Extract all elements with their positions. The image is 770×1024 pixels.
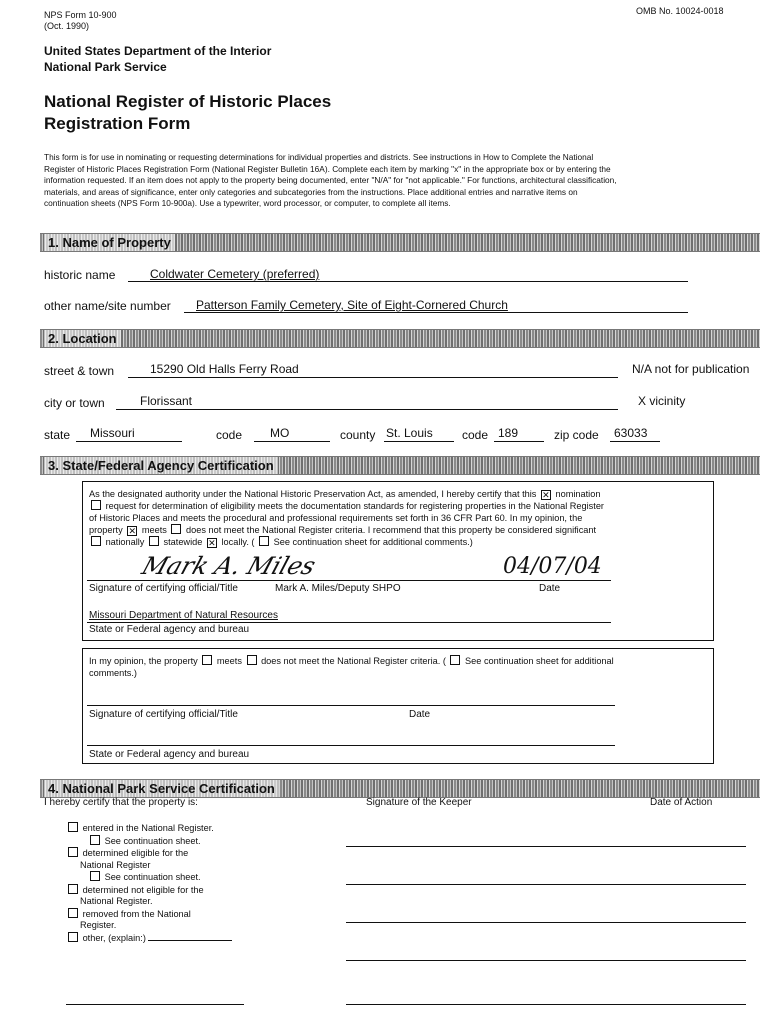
signature-handwritten: Mark A. Miles: [138, 552, 320, 580]
locally-checkbox[interactable]: ✕: [208, 538, 216, 548]
other-name-value[interactable]: Patterson Family Cemetery, Site of Eight-Cornered Church: [196, 298, 508, 312]
signature2-line: [87, 705, 615, 706]
cert-text: of Historic Places and meets the procedural and professional requirements set forth in 36 CFR Part 60. In my opinion, the: [89, 513, 583, 523]
zip-value[interactable]: 63033: [614, 426, 648, 440]
historic-name-line: [128, 281, 688, 282]
statewide-checkbox[interactable]: [149, 536, 159, 546]
section-2-header: [40, 329, 760, 348]
nps-option-text: National Register.: [80, 896, 153, 906]
instructions-line: This form is for use in nominating or requesting determinations for individual properties and districts. See instructions in How to Complete the National: [44, 152, 594, 162]
zip-line: [610, 441, 660, 442]
signature-name: Mark A. Miles/Deputy SHPO: [275, 583, 401, 594]
bottom-line-left: [66, 1004, 244, 1005]
not-for-publication: N/A not for publication: [632, 362, 750, 376]
nationally-checkbox[interactable]: [91, 536, 101, 546]
other-name-label: other name/site number: [44, 299, 171, 313]
see-cont1-checkbox[interactable]: [90, 835, 100, 845]
agency2-line: [87, 745, 615, 746]
code-line: [254, 441, 330, 442]
opinion-meets-checkbox[interactable]: [202, 655, 212, 665]
street-label: street & town: [44, 364, 115, 378]
determined-eligible-checkbox[interactable]: [68, 847, 78, 857]
cert-text: does not meet the National Register criteria. I recommend that this property be considered significant: [186, 525, 597, 535]
service: National Park Service: [44, 60, 167, 74]
cert-text: meets: [141, 525, 167, 535]
zip-label: zip code: [554, 428, 599, 442]
meets-checkbox[interactable]: ✕: [128, 526, 137, 536]
entered-checkbox[interactable]: [68, 822, 78, 832]
city-value[interactable]: Florissant: [140, 394, 193, 408]
section-2-title: 2. Location: [44, 330, 121, 347]
instructions-line: continuation sheets (NPS Form 10-900a). Use a typewriter, word processor, or computer, to complete all items.: [44, 198, 451, 208]
cert-text: nationally: [105, 537, 145, 547]
agency2-label: State or Federal agency and bureau: [89, 749, 250, 760]
title-line2: Registration Form: [44, 114, 191, 133]
section-4-title: 4. National Park Service Certification: [44, 780, 279, 797]
instructions-line: materials, and areas of significance, enter only categories and subcategories from the instructions. Place additional entries and narrative items on: [44, 186, 578, 197]
instructions: [44, 152, 764, 210]
section-1-title: 1. Name of Property: [44, 234, 175, 251]
cert-text: As the designated authority under the National Historic Preservation Act, as amended, I hereby certify that this: [89, 489, 537, 499]
nps-option-text: See continuation sheet.: [104, 872, 201, 882]
county-code-label: code: [462, 428, 489, 442]
removed-checkbox[interactable]: [68, 908, 78, 918]
nps-option-text: determined not eligible for the: [82, 884, 204, 895]
city-label: city or town: [44, 396, 105, 410]
request-checkbox[interactable]: [91, 500, 101, 510]
vicinity: X vicinity: [638, 394, 686, 408]
county-label: county: [340, 428, 376, 442]
street-line: [128, 377, 618, 378]
nps-option-text: National Register: [80, 859, 151, 870]
title-line1: National Register of Historic Places: [44, 92, 332, 111]
other-name-line: [184, 312, 688, 313]
nps-option-text: Register.: [80, 920, 117, 930]
historic-name-label: historic name: [44, 268, 116, 282]
state-label: state: [44, 428, 71, 442]
opinion-text-part: In my opinion, the property: [89, 656, 198, 666]
cert-text: locally. (: [221, 537, 255, 547]
street-value[interactable]: 15290 Old Halls Ferry Road: [150, 362, 299, 376]
opinion-not-meet-checkbox[interactable]: [247, 655, 257, 665]
county-code-line: [494, 441, 544, 442]
keeper-line-4: [346, 960, 746, 961]
cert-text: property: [89, 525, 123, 535]
cert-text: request for determination of eligibility meets the documentation standards for registering properties in the National Register: [105, 501, 604, 511]
opinion-continuation-checkbox[interactable]: [450, 655, 460, 665]
form-number: NPS Form 10-900: [44, 10, 117, 20]
keeper-line-3: [346, 922, 746, 923]
see-cont2-checkbox[interactable]: [90, 871, 100, 881]
nps-option-text: determined eligible for the: [82, 848, 189, 858]
state-line: [76, 441, 182, 442]
county-code-value[interactable]: 189: [498, 426, 519, 440]
nps-option-text: See continuation sheet.: [104, 835, 201, 846]
opinion-text-part: meets: [216, 656, 242, 666]
section-3-header: [40, 456, 760, 475]
opinion-text: [89, 655, 709, 679]
agency-value[interactable]: Missouri Department of Natural Resources: [89, 610, 278, 621]
state-value[interactable]: Missouri: [90, 426, 135, 440]
date2-label: Date: [409, 709, 431, 720]
opinion-text-part: does not meet the National Register criteria. (: [261, 656, 446, 666]
code-value[interactable]: MO: [270, 426, 290, 440]
instructions-line: Register of Historic Places Registration Form (National Register Bulletin 16A). Complete each item by marking "x" in the appropriate box or by entering the: [44, 163, 611, 174]
date-handwritten: 04/07/04: [503, 554, 602, 579]
omb-number: OMB No. 10024-0018: [636, 6, 724, 16]
does-not-meet-checkbox[interactable]: [171, 524, 181, 534]
city-line: [116, 409, 618, 410]
other-explain-line[interactable]: [148, 940, 232, 941]
historic-name-value[interactable]: Coldwater Cemetery (preferred): [150, 267, 320, 281]
continuation-checkbox[interactable]: [259, 536, 269, 546]
nomination-checkbox[interactable]: ✕: [542, 490, 550, 500]
instructions-line: information requested. If an item does not apply to the property being documented, enter "N/A" for "not applicable." For functions, architectural classification,: [44, 175, 617, 185]
cert-text: See continuation sheet for additional comments.): [273, 537, 473, 547]
agency-label: State or Federal agency and bureau: [89, 624, 250, 635]
county-value[interactable]: St. Louis: [386, 426, 433, 440]
certification-text: [89, 488, 709, 548]
other-checkbox[interactable]: [68, 932, 78, 942]
nps-intro: I hereby certify that the property is:: [44, 797, 198, 808]
section-3-title: 3. State/Federal Agency Certification: [44, 457, 278, 474]
bottom-line-right: [346, 1004, 746, 1005]
state-certification-panel: [82, 481, 714, 641]
nps-option-text: other, (explain:): [82, 932, 146, 943]
determined-not-eligible-checkbox[interactable]: [68, 884, 78, 894]
agency-line: [87, 622, 611, 623]
nps-option-text: removed from the National: [82, 908, 191, 919]
form-date: (Oct. 1990): [44, 21, 90, 31]
signature2-label: Signature of certifying official/Title: [89, 709, 238, 720]
signature-label: Signature of certifying official/Title: [89, 583, 238, 594]
keeper-line-2: [346, 884, 746, 885]
department: United States Department of the Interior: [44, 44, 272, 58]
section-1-header: [40, 233, 760, 252]
opinion-text-part: comments.): [89, 668, 137, 678]
opinion-text-part: See continuation sheet for additional: [465, 656, 614, 666]
section-4-header: [40, 779, 760, 798]
keeper-line-1: [346, 846, 746, 847]
cert-text: nomination: [555, 489, 601, 499]
signature-line: [87, 580, 611, 581]
date-label: Date: [539, 583, 561, 594]
keeper-label: Signature of the Keeper: [366, 797, 472, 808]
nps-options: [66, 822, 232, 944]
county-line: [384, 441, 454, 442]
opinion-panel: [82, 648, 714, 764]
cert-text: statewide: [163, 537, 203, 547]
code-label: code: [216, 428, 243, 442]
nps-option-text: entered in the National Register.: [82, 823, 214, 833]
date-of-action-label: Date of Action: [650, 797, 713, 808]
